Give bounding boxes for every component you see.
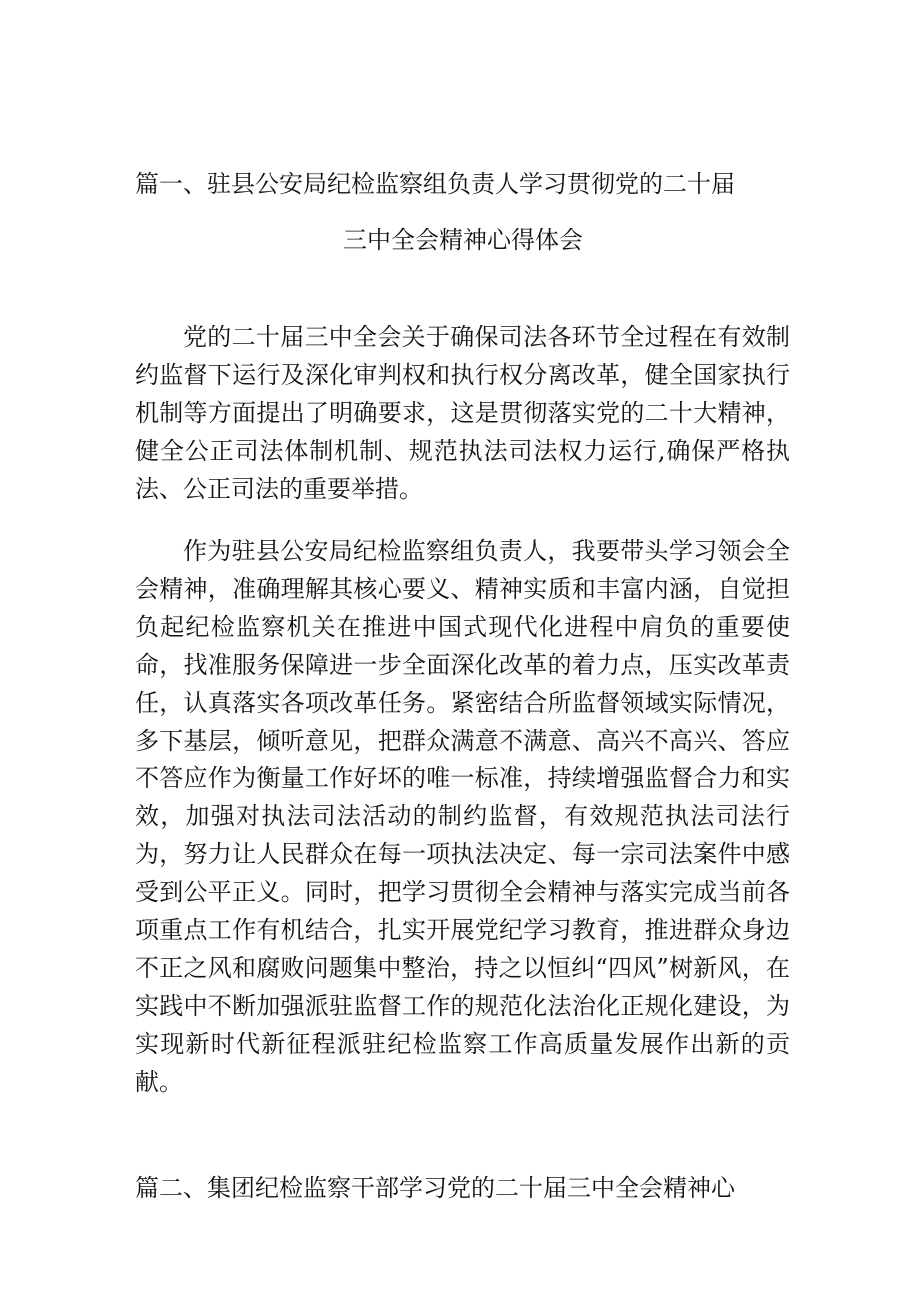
section-one-title-line-2: 三中全会精神心得体会: [343, 226, 583, 254]
section-two-title-line-1: 篇二、集团纪检监察干部学习党的二十届三中全会精神心: [135, 1174, 735, 1202]
section-one-paragraph-2: 作为驻县公安局纪检监察组负责人，我要带头学习领会全会精神，准确理解其核心要义、精神实质和丰富内涵，自觉担负起纪检监察机关在推进中国式现代化进程中肩负的重要使命，找准服务保障进一步全面深化改革的着力点，压实改革责任，认真落实各项改革任务。紧密结合所监督领域实际情况，多下基层，倾听意见，把群众满意不满意、高兴不高兴、答应不答应作为衡量工作好坏的唯一标准，持续增强监督合力和实效，加强对执法司法活动的制约监督，有效规范执法司法行为，努力让人民群众在每一项执法决定、每一宗司法案件中感受到公平正义。同时，把学习贯彻全会精神与落实完成当前各项重点工作有机结合，扎实开展党纪学习教育，推进群众身边不正之风和腐败问题集中整治，持之以恒纠“四风”树新风，在实践中不断加强派驻监督工作的规范化法治化正规化建设，为实现新时代新征程派驻纪检监察工作高质量发展作出新的贡献。: [135, 537, 790, 1096]
section-one-title-line-1: 篇一、驻县公安局纪检监察组负责人学习贯彻党的二十届: [135, 170, 735, 198]
section-one-paragraph-1: 党的二十届三中全会关于确保司法各环节全过程在有效制约监督下运行及深化审判权和执行权分离改革，健全国家执行机制等方面提出了明确要求，这是贯彻落实党的二十大精神，健全公正司法体制机制、规范执法司法权力运行,确保严格执法、公正司法的重要举措。: [135, 323, 790, 503]
